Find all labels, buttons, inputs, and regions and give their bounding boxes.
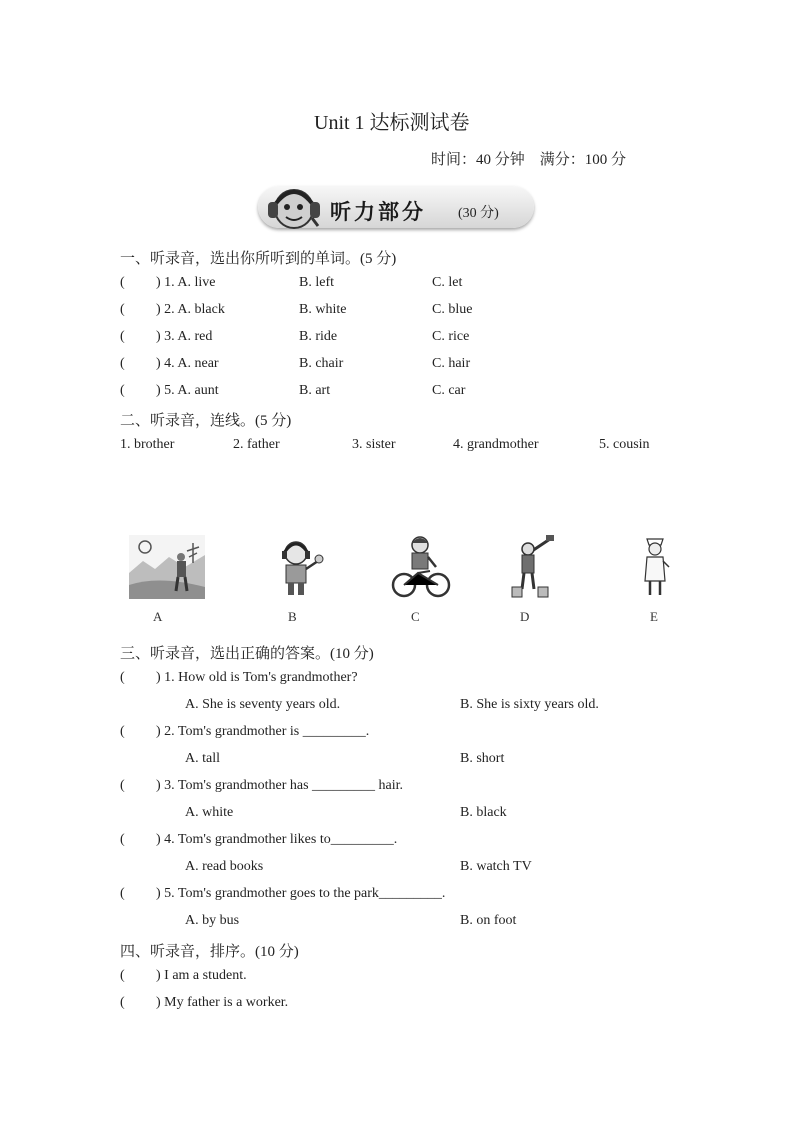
s4-item-2: ) My father is a worker. <box>156 995 289 1010</box>
s1-item-3-b: B. ride <box>299 329 338 344</box>
match-word-1: 1. brother <box>120 437 175 452</box>
s1-item-2-a: ) 2. A. black <box>156 302 225 317</box>
s3-question-1: ) 1. How old is Tom's grandmother? <box>156 670 358 685</box>
s1-item-3-a: ) 3. A. red <box>156 329 213 344</box>
picture-d-label: D <box>520 609 530 624</box>
s3-question-2: ) 2. Tom's grandmother is _________. <box>156 724 370 739</box>
picture-e-label: E <box>650 609 658 624</box>
exam-meta: 时间：40 分钟 满分：100 分 <box>431 152 627 168</box>
s1-item-1-a: ) 1. A. live <box>156 275 216 290</box>
s3-item-5-paren: ( <box>120 886 125 901</box>
s1-item-1-b: B. left <box>299 275 334 290</box>
picture-c-boy-bike <box>390 535 452 599</box>
page-title: Unit 1 达标测试卷 <box>314 112 470 134</box>
s3-item-1-paren: ( <box>120 670 125 685</box>
s1-item-3-c: C. rice <box>432 329 470 344</box>
s3-option-4b: B. watch TV <box>460 859 532 874</box>
s1-item-5: ( <box>120 383 125 398</box>
picture-c-label: C <box>411 609 420 624</box>
s1-item-5-b: B. art <box>299 383 331 398</box>
match-word-4: 4. grandmother <box>453 437 539 452</box>
picture-d-worker-painting <box>510 535 556 599</box>
s1-item-5-c: C. car <box>432 383 466 398</box>
section1-heading: 一、听录音，选出你所听到的单词。(5 分) <box>120 251 397 267</box>
picture-a-label: A <box>153 609 163 624</box>
picture-b-label: B <box>288 609 297 624</box>
s1-item-2-c: C. blue <box>432 302 473 317</box>
s3-question-5: ) 5. Tom's grandmother goes to the park_________. <box>156 886 446 901</box>
section3-heading: 三、听录音，选出正确的答案。(10 分) <box>120 646 374 662</box>
picture-e-nurse <box>637 533 673 601</box>
picture-b-boy-headphones <box>268 535 328 599</box>
s3-question-4: ) 4. Tom's grandmother likes to_________. <box>156 832 398 847</box>
s1-item-1: ( <box>120 275 125 290</box>
s3-item-4-paren: ( <box>120 832 125 847</box>
s1-item-2: ( <box>120 302 125 317</box>
s1-item-4-a: ) 4. A. near <box>156 356 219 371</box>
s1-item-4-b: B. chair <box>299 356 344 371</box>
match-word-3: 3. sister <box>352 437 396 452</box>
s1-item-4: ( <box>120 356 125 371</box>
s1-item-2-b: B. white <box>299 302 347 317</box>
s3-option-3b: B. black <box>460 805 507 820</box>
s3-option-1a: A. She is seventy years old. <box>185 697 341 712</box>
banner-title: 听力部分 <box>330 200 426 224</box>
s3-option-5a: A. by bus <box>185 913 240 928</box>
match-word-2: 2. father <box>233 437 280 452</box>
s3-option-2b: B. short <box>460 751 505 766</box>
banner-score: (30 分) <box>458 206 499 221</box>
section2-heading: 二、听录音，连线。(5 分) <box>120 413 292 429</box>
s1-item-3: ( <box>120 329 125 344</box>
headphones-icon <box>262 180 326 234</box>
s4-item-2-paren: ( <box>120 995 125 1010</box>
s4-item-1-paren: ( <box>120 968 125 983</box>
section4-heading: 四、听录音，排序。(10 分) <box>120 944 299 960</box>
match-word-5: 5. cousin <box>599 437 650 452</box>
s3-option-3a: A. white <box>185 805 234 820</box>
s4-item-1: ) I am a student. <box>156 968 247 983</box>
s3-item-3-paren: ( <box>120 778 125 793</box>
s1-item-1-c: C. let <box>432 275 463 290</box>
s1-item-4-c: C. hair <box>432 356 471 371</box>
s3-option-5b: B. on foot <box>460 913 517 928</box>
s3-option-2a: A. tall <box>185 751 220 766</box>
s3-option-4a: A. read books <box>185 859 264 874</box>
s3-item-2-paren: ( <box>120 724 125 739</box>
s1-item-5-a: ) 5. A. aunt <box>156 383 219 398</box>
s3-option-1b: B. She is sixty years old. <box>460 697 599 712</box>
s3-question-3: ) 3. Tom's grandmother has _________ hair. <box>156 778 404 793</box>
picture-a-grandfather-landscape <box>129 535 205 599</box>
